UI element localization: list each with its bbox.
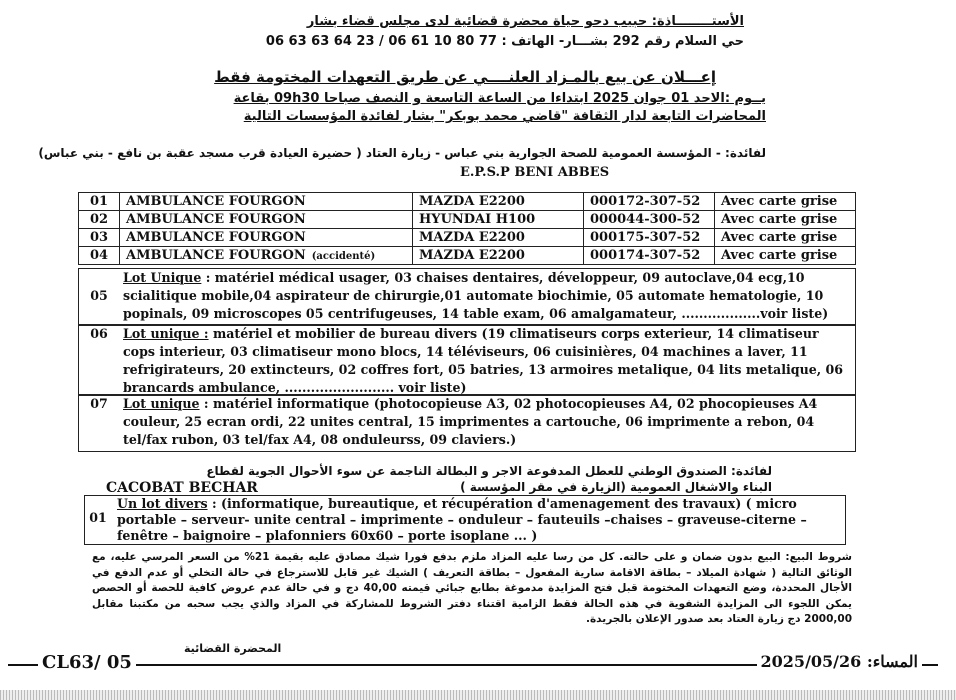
lot-label: Lot unique <box>123 396 200 411</box>
vehicle-make <box>413 247 584 265</box>
vehicle-make-text: MAZDA E2200 <box>419 194 525 209</box>
vehicle-description <box>120 193 413 211</box>
vehicle-plate <box>584 211 715 229</box>
vehicle-number <box>79 211 120 229</box>
vehicle-number-text: 02 <box>89 212 109 227</box>
vehicle-note: (accidenté) <box>311 251 376 262</box>
lot-number: 01 <box>89 510 107 525</box>
beneficiary-1-org: E.P.S.P BENI ABBES <box>460 165 610 180</box>
lot-number: 05 <box>90 288 108 303</box>
vehicle-plate-text: 000044-300-52 <box>590 212 701 227</box>
vehicle-documents <box>715 229 856 247</box>
vehicle-description-text: AMBULANCE FOURGON <box>126 248 306 263</box>
vehicle-plate-text: 000174-307-52 <box>590 248 701 263</box>
vehicle-make-text: MAZDA E2200 <box>419 230 525 245</box>
vehicle-number <box>79 229 120 247</box>
vehicle-number <box>79 193 120 211</box>
lot-label: Lot unique : <box>123 326 209 341</box>
vehicle-description <box>120 247 413 265</box>
sale-conditions: شروط البيع: البيع بدون ضمان و على حالته. كل من رسا عليه المزاد ملزم بدفع فورا شيك مصادق عليه بقيمة 21% من السعر المرسي عليه، مع الوثائق التالية ( شهادة الميلاد – بطاقة الاقامة سارية المفعول – بطاقة التعريف ) الشيك غير قابل للاسترجاع في حالة التخلي أو عدم الدفع في الأجال المحددة، وضع التعهدات المختومة قبل فتح المزايدة مدموغة بطابع جبائي قيمته 40,00 دج و في حالة عدم عروض كافية للحصة أو الحصص يمكن اللجوء الى المزايدة الشفوية في هذه الحالة فقط الزامية اقتناء دفتر الشروط للمشاركة في المزاد والذي يجب سحبه من مكتبنا مقابل 2000,00 دج زيارة العتاد بعد صدور الإعلان بالجريدة. <box>92 551 852 625</box>
vehicle-description-text: AMBULANCE FOURGON <box>126 194 306 209</box>
vehicle-documents-text: Avec carte grise <box>721 230 838 245</box>
vehicle-number-text: 01 <box>89 194 109 209</box>
vehicles-table <box>78 192 856 265</box>
vehicle-plate-text: 000175-307-52 <box>590 230 701 245</box>
lot-label: Lot Unique <box>123 270 202 285</box>
vehicle-documents <box>715 193 856 211</box>
lot-number: 07 <box>90 396 108 411</box>
announcement-subtitle: يــوم :الاحد 01 جوان 2025 ابتداءا من الساعة التاسعة و النصف صباحا 09h30 بقاعة المحاضرات التابعة لدار الثقافة "قاضي محمد بوبكر" بشار لفائدة المؤسسات التالية <box>233 91 766 124</box>
vehicle-row <box>79 193 856 211</box>
vehicle-row <box>79 211 856 229</box>
beneficiary-1: لفائدة: - المؤسسة العمومية للصحة الجوارية بني عباس - زيارة العتاد ( حضيرة العيادة قرب مسجد عقبة بن نافع - بني عباس) <box>38 146 766 160</box>
vehicle-number-text: 03 <box>89 230 109 245</box>
vehicle-plate <box>584 193 715 211</box>
vehicle-row <box>79 229 856 247</box>
beneficiary-2-org: CACOBAT BECHAR <box>106 480 258 496</box>
vehicle-plate-text: 000172-307-52 <box>590 194 701 209</box>
lot-text: : matériel informatique (photocopieuse A3, 02 photocopieuses A4, 02 phocopieuses A4 couleur, 25 ecran ordi, 22 unites central, 15 imprimentes a cartouche, 06 imprimente a rebon, 04 tel/fax rubon, 03 tel/fax A4, 08 onduleurss, 09 claviers.) <box>123 396 818 447</box>
announcement-title: إعـــلان عن بيع بالمـزاد العلنــــي عن طريق التعهدات المختومة فقط <box>214 68 716 86</box>
lot-number: 06 <box>90 326 108 341</box>
vehicle-description <box>120 211 413 229</box>
vehicle-make <box>413 211 584 229</box>
lot-cacobat <box>84 495 846 545</box>
vehicle-description-text: AMBULANCE FOURGON <box>126 212 306 227</box>
vehicle-make <box>413 193 584 211</box>
lot-07 <box>78 394 856 452</box>
lot-05 <box>78 268 856 326</box>
vehicle-make-text: HYUNDAI H100 <box>419 212 536 227</box>
vehicle-documents <box>715 247 856 265</box>
vehicle-row <box>79 247 856 265</box>
vehicle-plate <box>584 229 715 247</box>
vehicle-make-text: MAZDA E2200 <box>419 248 525 263</box>
vehicle-description <box>120 229 413 247</box>
lot-text: : (informatique, bureautique, et récupération d'amenagement des travaux) ( micro portable – serveur- unite central – imprimente – onduleur – fauteuils –chaises – graveuse-citerne – fenêtre – baignoire – plafonniers 60x60 – porte isoplane ... ) <box>117 496 807 543</box>
vehicle-description-text: AMBULANCE FOURGON <box>126 230 306 245</box>
vehicle-number-text: 04 <box>89 248 109 263</box>
footer <box>8 650 938 676</box>
beneficiary-2: لفائدة: الصندوق الوطني للعطل المدفوعة الاجر و البطالة الناجمة عن سوء الأحوال الجوية لقطاع البناء والاشغال العمومية (الزيارة في مقر المؤسسة ) <box>206 464 772 494</box>
vehicle-documents <box>715 211 856 229</box>
scan-edge <box>0 690 956 700</box>
bailiff-address: حي السلام رقم 292 بشـــار- الهاتف : 77 80 10 61 06 / 23 64 63 63 06 <box>265 34 744 49</box>
bailiff-name: الأستــــــــاذة: حبيب دحو حياة محضرة قضائية لدى مجلس قضاء بشار <box>306 14 744 29</box>
vehicle-number <box>79 247 120 265</box>
lot-text: matériel et mobilier de bureau divers (19 climatiseurs corps exterieur, 14 climatiseur cops interieur, 03 climatiseur mono blocs, 14 téléviseurs, 06 cuisinières, 04 machines a laver, 11 refrigirateurs, 20 extincteurs, 02 coffres fort, 05 batries, 13 armoires metalique, 04 lits metalique, 06 brancards ambulance, ......................... voir liste) <box>123 326 844 395</box>
vehicle-documents-text: Avec carte grise <box>721 212 838 227</box>
vehicle-documents-text: Avec carte grise <box>721 194 838 209</box>
footer-date: المساء: 2025/05/26 <box>757 652 922 671</box>
lot-06 <box>78 324 856 396</box>
lot-label: Un lot divers <box>117 496 208 511</box>
signature: المحضرة القضائية <box>184 642 282 655</box>
vehicle-make <box>413 229 584 247</box>
vehicle-documents-text: Avec carte grise <box>721 248 838 263</box>
vehicle-plate <box>584 247 715 265</box>
footer-code: CL63/ 05 <box>38 652 136 673</box>
lot-text: : matériel médical usager, 03 chaises dentaires, développeur, 09 autoclave,04 ecg,10 scialitique mobile,04 aspirateur de chirurgie,01 automate biochimie, 05 automate hematologie, 10 popinals, 09 microscopes 05 centrifugeuses, 14 table exam, 06 amalgamateur, ..................voir liste) <box>123 270 829 321</box>
